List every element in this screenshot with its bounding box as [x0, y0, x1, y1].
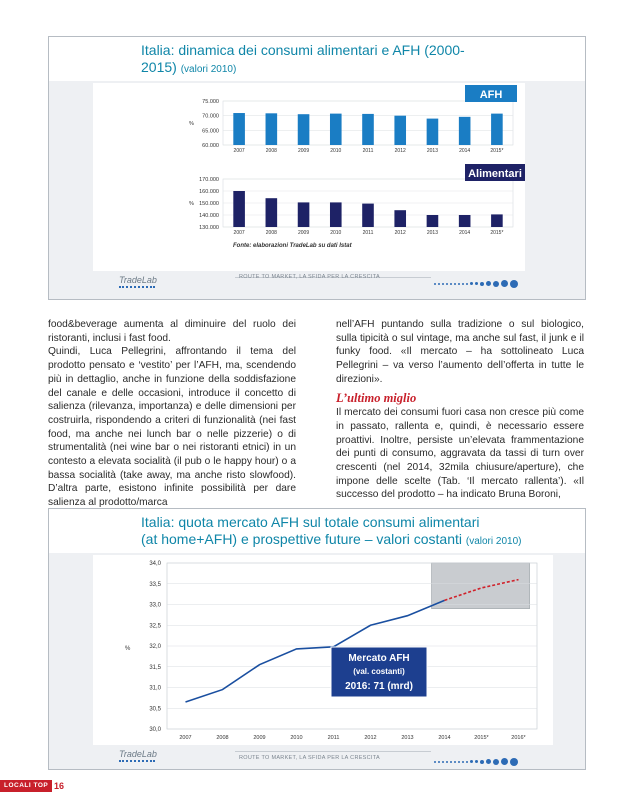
section-heading: L’ultimo miglio	[336, 390, 417, 405]
figure-subtitle: (valori 2010)	[180, 64, 237, 75]
x-tick-label: 2016*	[511, 735, 526, 741]
figure-quota-mercato	[48, 508, 586, 770]
y-tick-label: 34,0	[149, 561, 161, 567]
bar	[362, 114, 374, 145]
tradelab-logo-text: TradeLab	[119, 749, 157, 759]
y-tick-label: 31,0	[149, 685, 161, 692]
x-tick-label: 2009	[253, 735, 266, 741]
figure-title-line: Italia: quota mercato AFH sul totale consumi alimentari	[141, 514, 480, 530]
y-tick-label: 31,5	[149, 664, 161, 671]
magazine-brand: LOCALI TOP	[0, 780, 52, 792]
x-tick-label: 2009	[297, 148, 310, 154]
x-tick-label: 2010	[290, 735, 303, 741]
figure-title	[141, 42, 471, 78]
figure-footer	[49, 747, 585, 771]
bar	[233, 113, 245, 145]
x-tick-label: 2012	[364, 735, 377, 741]
x-tick-label: 2007	[233, 148, 245, 154]
figure-footer	[49, 273, 585, 297]
x-tick-label: 2011	[362, 230, 374, 236]
figure-title-text: Italia: dinamica dei consumi alimentari e AFH (2000-2015)	[141, 42, 465, 75]
chart-area-2	[93, 555, 553, 745]
y-tick-label: 60.000	[202, 143, 219, 149]
bar	[459, 215, 471, 227]
footer-dot-row	[434, 753, 520, 763]
y-axis-label: %	[189, 121, 194, 127]
bar	[394, 210, 406, 227]
y-tick-label: 32,5	[149, 623, 161, 630]
page-number: 16	[54, 781, 65, 791]
y-tick-label: 70.000	[202, 113, 219, 120]
y-axis-label: %	[125, 646, 131, 652]
x-tick-label: 2015*	[490, 148, 504, 154]
footer-dot-row	[434, 275, 520, 285]
chart-label: AFH	[479, 89, 503, 101]
y-tick-label: 75.000	[202, 99, 219, 105]
x-tick-label: 2013	[401, 735, 414, 741]
x-tick-label: 2013	[426, 230, 439, 236]
forecast-shade	[432, 563, 530, 609]
chart-area-1	[93, 83, 525, 271]
figure-title-block	[49, 37, 585, 81]
bar	[233, 191, 245, 227]
annotation-line-1: Mercato AFH	[348, 653, 410, 664]
x-tick-label: 2008	[216, 735, 229, 741]
tradelab-logo	[119, 275, 157, 288]
x-tick-label: 2008	[265, 148, 277, 154]
bar	[459, 117, 471, 145]
y-tick-label: 65.000	[202, 128, 219, 135]
x-tick-label: 2011	[327, 735, 340, 741]
article-paragraph: Il mercato dei consumi fuori casa non cresce più come in passato, rallenta e, quindi, è necessario essere proattivi. Inoltre, persiste un’elevata frammentazione dei punti di consumo, aggravata da tassi di turn over crescenti (nel 2014, 32mila chiusure/aperture), che impone delle scelte (Tab. ‘Il mercato rallenta’). «Il successo del prodotto – ha indicato Bruna Boroni,	[336, 407, 584, 501]
y-tick-label: 160.000	[199, 189, 219, 195]
x-tick-label: 2014	[438, 735, 451, 741]
x-tick-label: 2015*	[490, 230, 504, 236]
bar	[427, 119, 439, 145]
x-tick-label: 2014	[459, 148, 471, 154]
annotation-line-3: 2016: 71 (mrd)	[345, 681, 413, 692]
figure-consumi-afh	[48, 36, 586, 300]
annotation-line-2: (val. costanti)	[353, 667, 405, 676]
y-tick-label: 150.000	[199, 201, 219, 207]
x-tick-label: 2013	[426, 148, 439, 154]
logo-dots	[119, 760, 155, 762]
logo-dots	[119, 286, 155, 288]
x-tick-label: 2012	[394, 230, 406, 236]
y-tick-label: 30,5	[149, 706, 161, 713]
x-tick-label: 2009	[297, 230, 310, 236]
x-tick-label: 2010	[330, 148, 342, 154]
figure-title-line	[141, 531, 571, 550]
y-tick-label: 33,0	[149, 602, 161, 609]
y-tick-label: 32,0	[149, 644, 161, 650]
x-tick-label: 2012	[394, 148, 406, 154]
bar	[298, 114, 310, 145]
x-tick-label: 2007	[233, 230, 245, 236]
y-tick-label: 30,0	[149, 727, 161, 733]
footer-text: ROUTE TO MARKET, LA SFIDA PER LA CRESCITA	[239, 274, 380, 280]
figure-title-block	[49, 509, 585, 553]
tradelab-logo	[119, 749, 157, 762]
bar	[491, 114, 503, 145]
x-tick-label: 2007	[179, 735, 192, 741]
footer-text: ROUTE TO MARKET, LA SFIDA PER LA CRESCITA	[239, 755, 380, 761]
bar	[330, 202, 342, 227]
x-tick-label: 2015*	[474, 735, 489, 741]
x-tick-label: 2014	[459, 230, 471, 236]
figure-title	[141, 514, 571, 550]
x-tick-label: 2008	[265, 230, 277, 236]
article-paragraph: nell’AFH puntando sulla tradizione o sul biologico, sulla tipicità o sul vintage, ma anche sul fast, il junk e il funky food. «Il mercato – ha sottolineato Luca Pellegrini – va verso l’aumento dell’offerta in tutte le direzioni».	[336, 319, 584, 385]
article-paragraph: food&beverage aumenta al diminuire del ruolo dei ristoranti, inclusi i fast food.	[48, 319, 296, 344]
tradelab-logo-text: TradeLab	[119, 275, 157, 285]
bar-charts-svg	[93, 83, 525, 271]
bar	[266, 198, 278, 227]
y-tick-label: 170.000	[199, 177, 219, 183]
line-chart-svg	[93, 555, 553, 745]
article-column-right	[336, 318, 584, 502]
footer-rule	[235, 751, 431, 752]
bar	[330, 114, 342, 145]
page-footer	[0, 780, 640, 792]
article-paragraph: Quindi, Luca Pellegrini, affrontando il tema del prodotto pensato e ‘vestito’ per l’AFH, ma, scendendo più in dettaglio, anche in funzione della soddisfazione del canale e delle occasioni, introduce il concetto di salienza (rilevanza, importanza) e delle dimensioni per costruirla, rispondendo a criteri di funzionalità (nei fast food, ma anche nei lunch bar o nelle pizzerie) o di strumentalità (nei wine bar o nei ristoranti etnici) in un contesto a elevata socialità (il pub o le happy hour) o a bassa socialità (take away, ma anche risto slowfood). D’altra parte, esistono infinite possibilità per dare salienza al prodotto/marca	[48, 346, 296, 509]
x-tick-label: 2010	[330, 230, 342, 236]
y-tick-label: 130.000	[199, 225, 219, 231]
y-axis-label: %	[189, 201, 194, 207]
source-note: Fonte: elaborazioni TradeLab su dati Istat	[233, 243, 352, 249]
y-tick-label: 140.000	[199, 213, 219, 219]
x-tick-label: 2011	[362, 148, 374, 154]
bar	[394, 116, 406, 145]
bar	[266, 113, 278, 145]
figure-title-line-text: (at home+AFH) e prospettive future – valori costanti	[141, 531, 462, 547]
bar	[491, 214, 503, 227]
chart-label: Alimentari	[468, 168, 522, 180]
bar	[362, 204, 374, 227]
y-tick-label: 33,5	[149, 581, 161, 588]
bar	[298, 202, 310, 227]
bar	[427, 215, 439, 227]
figure-subtitle: (valori 2010)	[465, 536, 522, 547]
article-column-left	[48, 318, 296, 510]
